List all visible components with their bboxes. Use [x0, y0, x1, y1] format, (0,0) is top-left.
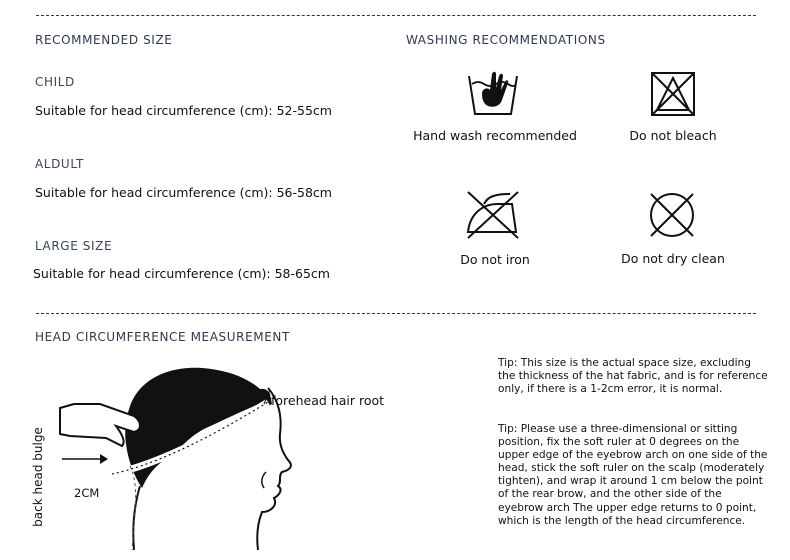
- forehead-hair-root-label: forehead hair root: [271, 393, 385, 408]
- no-bleach-label: Do not bleach: [629, 128, 717, 143]
- no-bleach-icon: [651, 72, 695, 116]
- size-child-name: CHILD: [35, 75, 75, 89]
- two-cm-label: 2CM: [74, 486, 100, 500]
- back-head-bulge-label: back head bulge: [31, 427, 45, 527]
- size-large-name: LARGE SIZE: [35, 239, 113, 253]
- tip-measurement-method: Tip: Please use a three-dimensional or sitting position, fix the soft ruler at 0 degrees on the upper edge of the eyebrow arch on one side of the head, stick the soft ruler on the scalp (moderately tighten), and wrap it around 1 cm below the point of the rear brow, and the other side of the eyebrow arch The upper edge returns to 0 point, which is the length of the head circumference.: [498, 423, 768, 527]
- tip-fabric-thickness: Tip: This size is the actual space size, excluding the thickness of the hat fabric, and is for reference only, if there is a 1-2cm error, it is normal.: [498, 357, 768, 396]
- size-large-description: Suitable for head circumference (cm): 58-65cm: [33, 266, 330, 281]
- head-measurement-heading: HEAD CIRCUMFERENCE MEASUREMENT: [35, 330, 290, 344]
- no-iron-label: Do not iron: [460, 252, 530, 267]
- head-measurement-illustration: [30, 356, 400, 550]
- top-divider: [36, 15, 756, 16]
- size-adult-name: ALDULT: [35, 157, 84, 171]
- washing-recommendations-heading: WASHING RECOMMENDATIONS: [406, 33, 606, 47]
- hand-wash-label: Hand wash recommended: [413, 128, 577, 143]
- size-child-description: Suitable for head circumference (cm): 52-55cm: [35, 103, 332, 118]
- recommended-size-heading: RECOMMENDED SIZE: [35, 33, 173, 47]
- hand-wash-icon: [466, 70, 520, 118]
- middle-divider: [36, 313, 756, 314]
- no-iron-icon: [462, 188, 522, 240]
- size-adult-description: Suitable for head circumference (cm): 56-58cm: [35, 185, 332, 200]
- no-dry-clean-icon: [647, 190, 697, 240]
- no-dry-clean-label: Do not dry clean: [621, 251, 725, 266]
